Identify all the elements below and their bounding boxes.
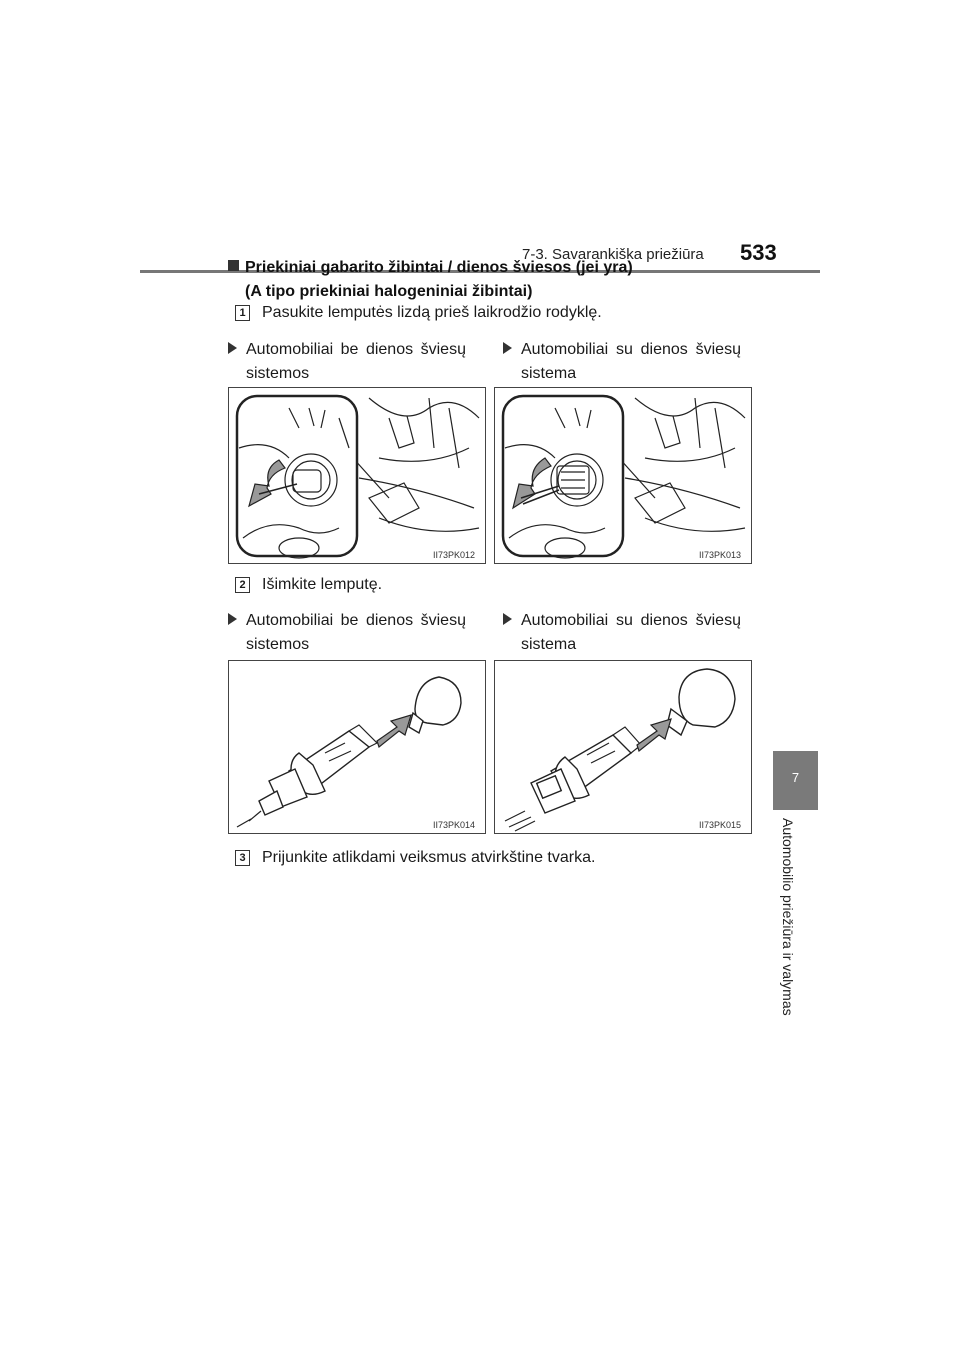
triangle-bullet-icon bbox=[228, 342, 237, 354]
section-title-line2: (A tipo priekiniai halogeniniai žibintai) bbox=[245, 283, 533, 300]
figure-code: II73PK012 bbox=[432, 550, 475, 560]
figure-code: II73PK015 bbox=[698, 820, 741, 830]
step-number-3: 3 bbox=[235, 850, 250, 866]
chapter-tab-label: Automobilio priežiūra ir valymas bbox=[780, 818, 796, 1016]
step-text-3: Prijunkite atlikdami veiksmus atvirkštine tvarka. bbox=[262, 849, 596, 866]
triangle-bullet-icon bbox=[503, 613, 512, 625]
figure-code: II73PK014 bbox=[432, 820, 475, 830]
page-number: 533 bbox=[740, 240, 777, 265]
chapter-tab-number: 7 bbox=[791, 770, 800, 785]
figure-bulb-removal-without-drl bbox=[228, 660, 486, 834]
step-number-2: 2 bbox=[235, 577, 250, 593]
figure-socket-turn-with-drl bbox=[494, 387, 752, 564]
step-text-1: Pasukite lemputės lizdą prieš laikrodžio rodyklę. bbox=[262, 304, 602, 321]
figure-bulb-removal-with-drl bbox=[494, 660, 752, 834]
step-number-1: 1 bbox=[235, 305, 250, 321]
section-title bbox=[228, 256, 633, 304]
figure-code: II73PK013 bbox=[698, 550, 741, 560]
section-square-icon bbox=[228, 260, 239, 271]
figure-socket-turn-without-drl bbox=[228, 387, 486, 564]
triangle-bullet-icon bbox=[503, 342, 512, 354]
variant-label-without-drl: Automobiliai be dienos šviesų sistemos bbox=[228, 338, 466, 386]
section-title-line1: Priekiniai gabarito žibintai / dienos šviesos (jei yra) bbox=[245, 259, 633, 276]
triangle-bullet-icon bbox=[228, 613, 237, 625]
step-text-2: Išimkite lemputę. bbox=[262, 576, 383, 593]
variant-label-with-drl: Automobiliai su dienos šviesų sistema bbox=[503, 338, 741, 386]
variant-label-with-drl-2: Automobiliai su dienos šviesų sistema bbox=[503, 609, 741, 657]
variant-label-without-drl-2: Automobiliai be dienos šviesų sistemos bbox=[228, 609, 466, 657]
running-header-section: 7-3. Savarankiška priežiūra bbox=[522, 246, 704, 263]
